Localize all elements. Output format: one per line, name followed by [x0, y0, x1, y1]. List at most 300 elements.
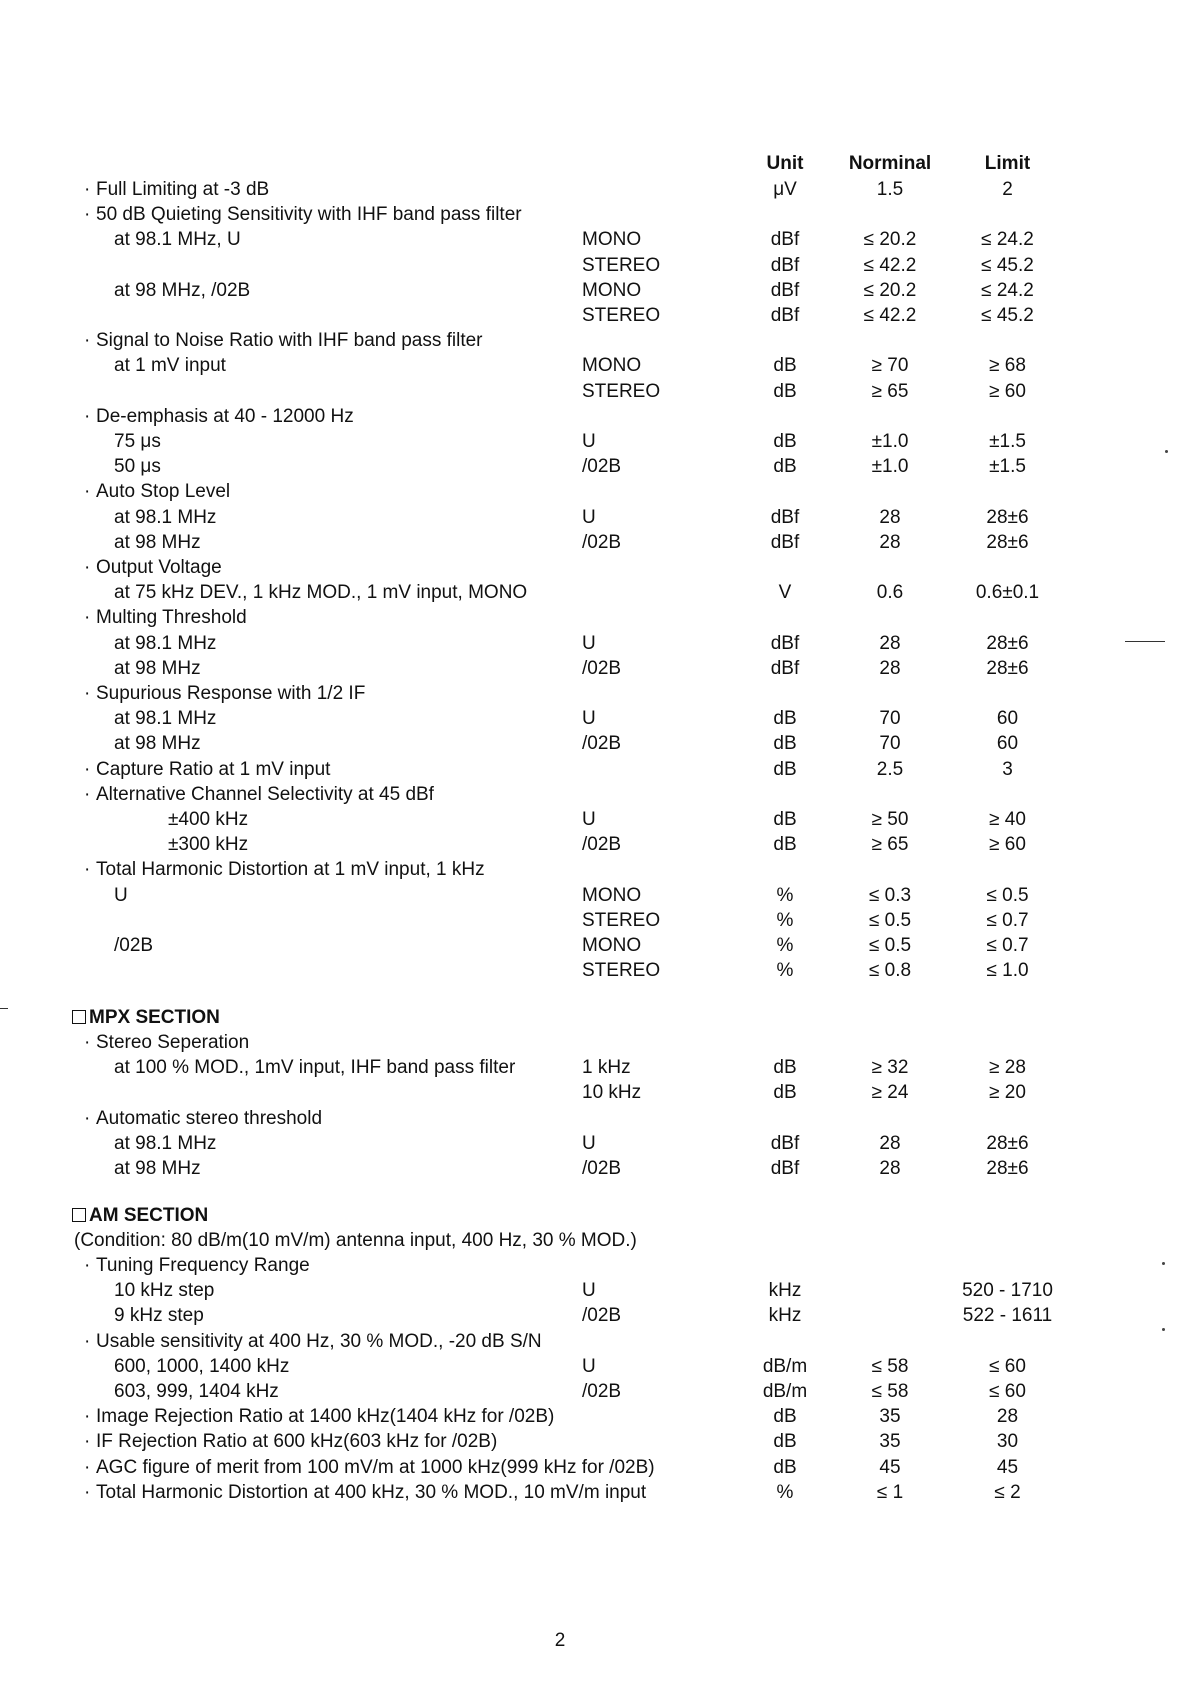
spec-label: [114, 1304, 204, 1328]
spec-row: [0, 354, 1191, 378]
spec-unit: V: [778, 582, 792, 603]
scan-dot: [1162, 1262, 1165, 1265]
header-limit: Limit: [984, 153, 1031, 174]
spec-condition: STEREO: [582, 910, 661, 931]
header-nominal: Norminal: [848, 153, 932, 174]
spec-row: [0, 531, 1191, 555]
spec-label-text: Tuning Frequency Range: [96, 1255, 310, 1276]
spec-row: [0, 1229, 1191, 1253]
spec-nominal: ≤ 42.2: [863, 305, 917, 326]
spec-unit: dB: [773, 733, 797, 754]
spec-label-text: 10 kHz step: [114, 1280, 215, 1301]
spec-unit: dBf: [770, 658, 800, 679]
spec-label: [84, 480, 230, 504]
section-title: [72, 1204, 208, 1228]
spec-label: [114, 632, 216, 656]
spec-label-text: Total Harmonic Distortion at 1 mV input, 1 kHz: [96, 859, 485, 880]
spec-label: [114, 1355, 289, 1379]
bullet-icon: ·: [84, 204, 91, 225]
spec-label: [114, 430, 161, 454]
spec-label-text: at 98.1 MHz: [114, 633, 217, 654]
spec-label-text: Signal to Noise Ratio with IHF band pass filter: [96, 330, 483, 351]
spec-condition: U: [582, 1280, 596, 1301]
spec-unit: dBf: [770, 532, 800, 553]
scan-dot: [1165, 450, 1168, 453]
spec-label: [114, 228, 241, 252]
spec-nominal: 28: [879, 532, 901, 553]
spec-nominal: ±1.0: [871, 456, 909, 477]
bullet-icon: ·: [84, 1457, 91, 1478]
bullet-icon: ·: [84, 1431, 91, 1452]
spec-row: [0, 1056, 1191, 1080]
spec-condition: STEREO: [582, 305, 661, 326]
spec-limit: 28±6: [986, 532, 1029, 553]
spec-row: [0, 581, 1191, 605]
spec-label-text: De-emphasis at 40 - 12000 Hz: [96, 406, 354, 427]
spec-label: [84, 1107, 322, 1131]
section-heading: [0, 1006, 1191, 1030]
spec-limit: ≤ 24.2: [981, 280, 1034, 301]
spec-limit: 45: [996, 1457, 1019, 1478]
spec-condition: /02B: [582, 1158, 622, 1179]
spec-label-text: at 1 mV input: [114, 355, 226, 376]
spec-condition: U: [582, 431, 596, 452]
spec-unit: dB: [773, 381, 797, 402]
spec-condition: U: [582, 809, 596, 830]
spec-limit: 28±6: [986, 1133, 1029, 1154]
spec-row: [0, 1430, 1191, 1454]
spec-label-text: at 98.1 MHz: [114, 507, 217, 528]
spec-label-text: 9 kHz step: [114, 1305, 204, 1326]
spec-label-text: ±400 kHz: [168, 809, 249, 830]
spec-label-text: 75 μs: [114, 431, 161, 452]
spec-row: [0, 380, 1191, 404]
spec-nominal: ≤ 42.2: [863, 255, 917, 276]
condition-note: (Condition: 80 dB/m(10 mV/m) antenna input, 400 Hz, 30 % MOD.): [74, 1230, 637, 1251]
spec-condition: MONO: [582, 280, 642, 301]
spec-unit: dBf: [770, 507, 800, 528]
spec-nominal: 0.6: [876, 582, 904, 603]
spec-nominal: ≥ 32: [871, 1057, 909, 1078]
spec-label-text: at 98 MHz: [114, 1158, 201, 1179]
spec-limit: ≥ 40: [989, 809, 1026, 830]
spec-label: [84, 606, 247, 630]
spec-unit: dBf: [770, 1133, 800, 1154]
spec-nominal: 45: [879, 1457, 901, 1478]
spec-label: [168, 808, 248, 832]
spec-label-text: Supurious Response with 1/2 IF: [96, 683, 366, 704]
bullet-icon: ·: [84, 859, 91, 880]
spec-row: [0, 657, 1191, 681]
spec-label-text: AGC figure of merit from 100 mV/m at 1000 kHz(999 kHz for /02B): [96, 1457, 655, 1478]
spec-unit: %: [776, 960, 794, 981]
spec-nominal: ≥ 65: [871, 834, 909, 855]
spec-row: [0, 1355, 1191, 1379]
spec-nominal: ≤ 58: [871, 1356, 909, 1377]
spec-label: [114, 506, 216, 530]
spec-nominal: ≤ 20.2: [863, 280, 917, 301]
spec-row: [0, 758, 1191, 782]
spec-nominal: 28: [879, 658, 901, 679]
spec-row: [0, 203, 1191, 227]
spec-nominal: ≤ 1: [876, 1482, 904, 1503]
spec-row: [0, 254, 1191, 278]
spec-nominal: 28: [879, 1158, 901, 1179]
spec-nominal: 70: [879, 733, 901, 754]
spec-unit: dB: [773, 355, 797, 376]
spec-label: [84, 758, 330, 782]
spec-row: [0, 1031, 1191, 1055]
spec-label-text: at 98 MHz: [114, 733, 201, 754]
spec-row: [0, 455, 1191, 479]
column-header-row: [0, 152, 1191, 176]
spec-label: [114, 732, 201, 756]
spec-unit: dBf: [770, 229, 800, 250]
spec-row: [0, 1405, 1191, 1429]
spec-nominal: ≥ 70: [871, 355, 909, 376]
bullet-icon: ·: [84, 557, 91, 578]
spec-nominal: ≤ 0.3: [868, 885, 912, 906]
spec-row: [0, 732, 1191, 756]
spec-limit: 28±6: [986, 658, 1029, 679]
spec-unit: kHz: [768, 1305, 802, 1326]
spec-condition: /02B: [582, 834, 622, 855]
bullet-icon: ·: [84, 1255, 91, 1276]
spec-limit: 28±6: [986, 633, 1029, 654]
bullet-icon: ·: [84, 607, 91, 628]
spec-nominal: 35: [879, 1431, 901, 1452]
spec-label-text: Total Harmonic Distortion at 400 kHz, 30 % MOD., 10 mV/m input: [96, 1482, 647, 1503]
spec-row: [0, 178, 1191, 202]
spec-limit: 3: [1002, 759, 1013, 780]
spec-nominal: ≥ 50: [871, 809, 909, 830]
spec-condition: U: [582, 708, 596, 729]
spec-row: [0, 1279, 1191, 1303]
spec-limit: ≤ 60: [989, 1356, 1026, 1377]
spec-unit: dB: [773, 431, 797, 452]
spec-label: [114, 707, 216, 731]
spec-nominal: ≤ 0.5: [868, 910, 912, 931]
spec-unit: %: [776, 1482, 794, 1503]
spec-limit: ≤ 0.7: [986, 935, 1029, 956]
spec-nominal: ≤ 58: [871, 1381, 909, 1402]
spec-row: [0, 304, 1191, 328]
spec-row: [0, 632, 1191, 656]
spec-label-text: Stereo Seperation: [96, 1032, 250, 1053]
spec-condition: STEREO: [582, 381, 661, 402]
bullet-icon: ·: [84, 481, 91, 502]
spec-row: [0, 329, 1191, 353]
spec-label: [114, 884, 128, 908]
spec-nominal: 2.5: [876, 759, 904, 780]
spec-condition: STEREO: [582, 255, 661, 276]
bullet-icon: ·: [84, 1331, 91, 1352]
spec-label: [84, 1456, 655, 1480]
spec-unit: dB: [773, 759, 797, 780]
spec-limit: ≤ 0.5: [986, 885, 1029, 906]
spec-unit: dB: [773, 834, 797, 855]
spec-limit: 2: [1002, 179, 1013, 200]
spec-row: [0, 556, 1191, 580]
scan-dot: [1162, 1328, 1165, 1331]
spec-limit: 28±6: [986, 1158, 1029, 1179]
spec-label: [114, 581, 527, 605]
spec-label: [84, 556, 222, 580]
spec-nominal: 28: [879, 1133, 901, 1154]
spec-unit: dB/m: [762, 1381, 808, 1402]
spec-unit: dB/m: [762, 1356, 808, 1377]
spec-label-text: at 98.1 MHz, U: [114, 229, 241, 250]
spec-row: [0, 405, 1191, 429]
spec-condition: /02B: [582, 456, 622, 477]
page-number: 2: [554, 1630, 566, 1651]
spec-unit: μV: [773, 179, 797, 200]
spec-unit: dBf: [770, 1158, 800, 1179]
spec-label: [84, 1330, 542, 1354]
spec-label-text: at 100 % MOD., 1mV input, IHF band pass filter: [114, 1057, 516, 1078]
spec-condition: STEREO: [582, 960, 661, 981]
spec-row: [0, 1157, 1191, 1181]
spec-label: [84, 1481, 646, 1505]
bullet-icon: ·: [84, 1032, 91, 1053]
spec-limit: 60: [996, 733, 1019, 754]
spec-label-text: 50 dB Quieting Sensitivity with IHF band pass filter: [96, 204, 522, 225]
spec-label: [84, 682, 365, 706]
spec-limit: 30: [996, 1431, 1019, 1452]
spec-row: [0, 606, 1191, 630]
spec-label-text: at 98.1 MHz: [114, 708, 217, 729]
spec-condition: /02B: [582, 1381, 622, 1402]
spec-label-text: Auto Stop Level: [96, 481, 231, 502]
spec-label-text: U: [114, 885, 128, 906]
spec-label-text: Alternative Channel Selectivity at 45 dBf: [96, 784, 434, 805]
spec-unit: dBf: [770, 633, 800, 654]
spec-label: [114, 279, 250, 303]
spec-nominal: 1.5: [876, 179, 904, 200]
section-title: [72, 1006, 220, 1030]
spec-limit: ≤ 2: [994, 1482, 1021, 1503]
spec-label: [84, 203, 522, 227]
spec-nominal: 35: [879, 1406, 901, 1427]
spec-row: [0, 1107, 1191, 1131]
spec-label: [114, 354, 226, 378]
spec-condition: /02B: [582, 658, 622, 679]
header-unit: Unit: [766, 153, 804, 174]
spec-label-text: Full Limiting at -3 dB: [96, 179, 270, 200]
spec-limit: 60: [996, 708, 1019, 729]
spec-label: [84, 329, 483, 353]
spec-label: [84, 178, 269, 202]
spec-condition: U: [582, 633, 596, 654]
spec-limit: 522 - 1611: [962, 1305, 1053, 1326]
spec-row: [0, 909, 1191, 933]
spec-row: [0, 934, 1191, 958]
spec-row: [0, 959, 1191, 983]
spec-label-text: Multing Threshold: [96, 607, 247, 628]
spec-unit: dBf: [770, 280, 800, 301]
spec-unit: dBf: [770, 255, 800, 276]
spec-row: [0, 1304, 1191, 1328]
spec-nominal: 28: [879, 633, 901, 654]
section-heading: [0, 1204, 1191, 1228]
spec-limit: ≤ 45.2: [981, 255, 1034, 276]
bullet-icon: ·: [84, 406, 91, 427]
spec-condition: MONO: [582, 355, 642, 376]
spec-limit: 28±6: [986, 507, 1029, 528]
spec-label-text: Automatic stereo threshold: [96, 1108, 323, 1129]
bullet-icon: ·: [84, 683, 91, 704]
scan-mark: [0, 1008, 8, 1009]
spec-row: [0, 1481, 1191, 1505]
spec-nominal: 28: [879, 507, 901, 528]
bullet-icon: ·: [84, 1406, 91, 1427]
spec-label: [84, 1405, 554, 1429]
spec-label: [114, 1380, 279, 1404]
spec-label-text: 600, 1000, 1400 kHz: [114, 1356, 290, 1377]
spec-label: [114, 455, 161, 479]
spec-label-text: at 98 MHz, /02B: [114, 280, 251, 301]
spec-label-text: IF Rejection Ratio at 600 kHz(603 kHz for /02B): [96, 1431, 498, 1452]
spec-label: [114, 1132, 216, 1156]
spec-condition: MONO: [582, 935, 642, 956]
spec-label-text: Image Rejection Ratio at 1400 kHz(1404 kHz for /02B): [96, 1406, 555, 1427]
spec-nominal: ≥ 65: [871, 381, 909, 402]
spec-label-text: 603, 999, 1404 kHz: [114, 1381, 279, 1402]
spec-label-text: 50 μs: [114, 456, 161, 477]
spec-unit: dB: [773, 1457, 797, 1478]
spec-row: [0, 833, 1191, 857]
spec-limit: 28: [996, 1406, 1019, 1427]
spec-limit: ≥ 20: [989, 1082, 1026, 1103]
spec-label: [84, 1031, 249, 1055]
spec-row: [0, 279, 1191, 303]
spec-row: [0, 808, 1191, 832]
spec-unit: dB: [773, 1082, 797, 1103]
spec-limit: ≤ 1.0: [986, 960, 1029, 981]
spec-limit: ±1.5: [989, 456, 1026, 477]
spec-limit: 520 - 1710: [962, 1280, 1053, 1301]
spec-row: [0, 783, 1191, 807]
section-label: MPX SECTION: [89, 1007, 220, 1028]
spec-nominal: ≤ 0.5: [868, 935, 912, 956]
spec-row: [0, 707, 1191, 731]
spec-limit: ≥ 60: [989, 381, 1026, 402]
spec-label-text: at 75 kHz DEV., 1 kHz MOD., 1 mV input, MONO: [114, 582, 528, 603]
spec-label-text: Capture Ratio at 1 mV input: [96, 759, 331, 780]
spec-row: [0, 1380, 1191, 1404]
spec-label-text: at 98.1 MHz: [114, 1133, 217, 1154]
spec-unit: dB: [773, 1431, 797, 1452]
spec-nominal: ≥ 24: [871, 1082, 909, 1103]
spec-label: [114, 531, 201, 555]
spec-unit: dB: [773, 456, 797, 477]
spec-condition: MONO: [582, 229, 642, 250]
spec-label: [84, 405, 354, 429]
spec-row: [0, 682, 1191, 706]
spec-limit: ±1.5: [989, 431, 1026, 452]
spec-label-text: at 98 MHz: [114, 532, 201, 553]
spec-row: [0, 858, 1191, 882]
spec-condition: /02B: [582, 733, 622, 754]
spec-row: [0, 1132, 1191, 1156]
spec-unit: dB: [773, 1406, 797, 1427]
scan-mark: [1125, 641, 1165, 642]
spec-label: [168, 833, 248, 857]
spec-row: [0, 884, 1191, 908]
spec-condition: MONO: [582, 885, 642, 906]
spec-label: [114, 1056, 515, 1080]
spec-limit: ≥ 60: [989, 834, 1026, 855]
spec-condition: U: [582, 507, 596, 528]
spec-row: [0, 430, 1191, 454]
spec-condition: U: [582, 1133, 596, 1154]
spec-label: [84, 858, 485, 882]
spec-label: [114, 1279, 214, 1303]
spec-unit: %: [776, 910, 794, 931]
checkbox-square-icon: [72, 1010, 86, 1024]
spec-label: [114, 934, 153, 958]
spec-condition: U: [582, 1356, 596, 1377]
spec-condition: 10 kHz: [582, 1082, 642, 1103]
spec-row: [0, 1330, 1191, 1354]
spec-row: [0, 480, 1191, 504]
spec-unit: dB: [773, 1057, 797, 1078]
spec-limit: ≤ 0.7: [986, 910, 1029, 931]
spec-limit: ≤ 45.2: [981, 305, 1034, 326]
spec-nominal: 70: [879, 708, 901, 729]
spec-nominal: ≤ 20.2: [863, 229, 917, 250]
spec-unit: kHz: [768, 1280, 802, 1301]
spec-unit: %: [776, 935, 794, 956]
spec-row: [0, 1081, 1191, 1105]
bullet-icon: ·: [84, 179, 91, 200]
spec-condition: /02B: [582, 1305, 622, 1326]
spec-label: [84, 783, 434, 807]
spec-label-text: /02B: [114, 935, 154, 956]
spec-row: [0, 1456, 1191, 1480]
spec-label-text: Output Voltage: [96, 557, 222, 578]
spec-condition: 1 kHz: [582, 1057, 631, 1078]
spec-nominal: ±1.0: [871, 431, 909, 452]
spec-unit: dB: [773, 708, 797, 729]
section-label: AM SECTION: [89, 1205, 209, 1226]
spec-label: [84, 1254, 310, 1278]
bullet-icon: ·: [84, 759, 91, 780]
spec-limit: ≤ 24.2: [981, 229, 1034, 250]
bullet-icon: ·: [84, 1108, 91, 1129]
spec-nominal: ≤ 0.8: [868, 960, 912, 981]
spec-label-text: Usable sensitivity at 400 Hz, 30 % MOD., -20 dB S/N: [96, 1331, 542, 1352]
spec-unit: dB: [773, 809, 797, 830]
bullet-icon: ·: [84, 784, 91, 805]
spec-label: [114, 657, 201, 681]
checkbox-square-icon: [72, 1208, 86, 1222]
spec-label: [84, 1430, 497, 1454]
spec-limit: ≥ 28: [989, 1057, 1026, 1078]
spec-label: [114, 1157, 201, 1181]
spec-unit: %: [776, 885, 794, 906]
spec-limit: ≥ 68: [989, 355, 1026, 376]
spec-row: [0, 1254, 1191, 1278]
spec-limit: ≤ 60: [989, 1381, 1026, 1402]
spec-limit: 0.6±0.1: [975, 582, 1040, 603]
spec-label-text: ±300 kHz: [168, 834, 249, 855]
bullet-icon: ·: [84, 1482, 91, 1503]
spec-label-text: at 98 MHz: [114, 658, 201, 679]
spec-condition: /02B: [582, 532, 622, 553]
spec-unit: dBf: [770, 305, 800, 326]
spec-row: [0, 506, 1191, 530]
